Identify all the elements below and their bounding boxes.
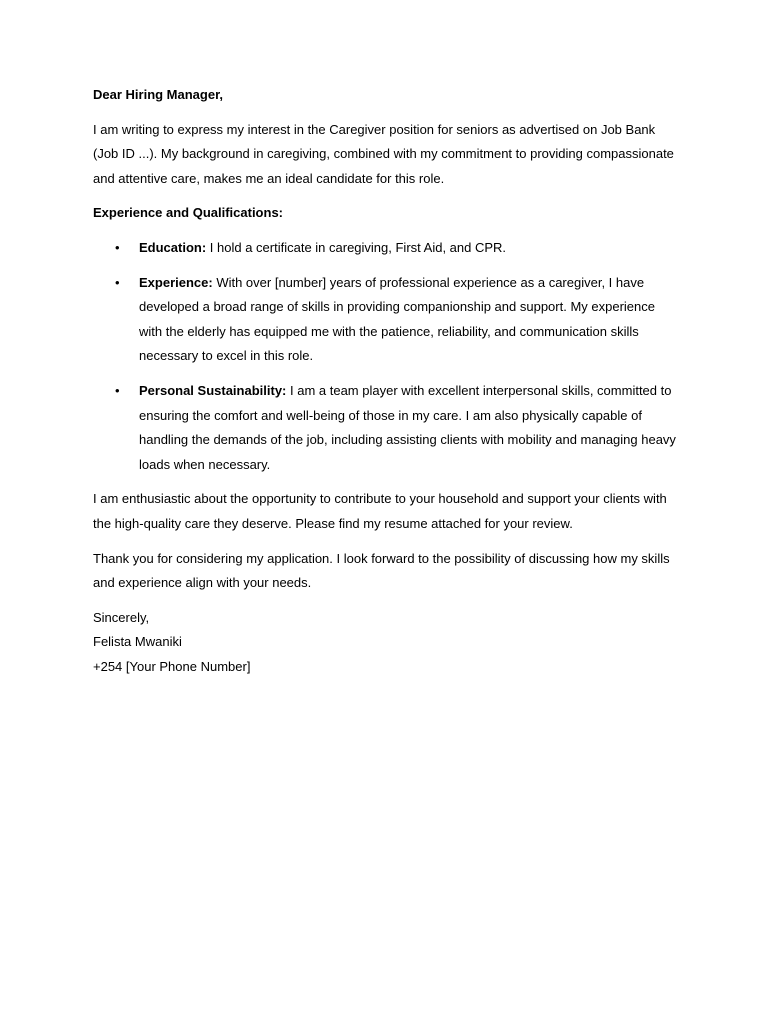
- signer-phone: +254 [Your Phone Number]: [93, 658, 251, 674]
- list-item-experience: [93, 271, 676, 369]
- list-item-education: [93, 236, 676, 261]
- list-item-personal-sustainability: [93, 379, 676, 477]
- bullet-icon: •: [115, 239, 120, 255]
- thanks-paragraph: Thank you for considering my application. I look forward to the possibility of discussing how my skills and experience align with your needs.: [93, 550, 670, 591]
- qualifications-list: [93, 236, 676, 477]
- item-label: Education:: [139, 239, 207, 255]
- item-label: Experience:: [139, 274, 213, 290]
- signature-block: [93, 606, 676, 680]
- salutation: Dear Hiring Manager,: [93, 87, 224, 102]
- signer-name: Felista Mwaniki: [93, 634, 182, 650]
- bullet-icon: •: [115, 382, 120, 398]
- item-text: I am a team player with excellent interpersonal skills, committed to ensuring the comfort and well-being of those in my care. I am also physically capable of handling the demands of the job, including assisting clients with mobility and managing heavy loads when necessary.: [139, 382, 676, 472]
- section-heading: Experience and Qualifications:: [93, 205, 283, 221]
- item-text: I hold a certificate in caregiving, First Aid, and CPR.: [206, 239, 507, 255]
- intro-paragraph: I am writing to express my interest in the Caregiver position for seniors as advertised on Job Bank (Job ID ...). My background in caregiving, combined with my commitment to providing compassionate and attentive care, makes me an ideal candidate for this role.: [93, 121, 674, 186]
- enthusiasm-paragraph: I am enthusiastic about the opportunity to contribute to your household and support your clients with the high-quality care they deserve. Please find my resume attached for your review.: [93, 491, 667, 531]
- item-label: Personal Sustainability:: [139, 382, 287, 398]
- closing: Sincerely,: [93, 609, 150, 625]
- item-text: With over [number] years of professional experience as a caregiver, I have developed a broad range of skills in providing companionship and support. My experience with the elderly has equipped me with the patience, reliability, and communication skills necessary to excel in this role.: [139, 274, 655, 364]
- bullet-icon: •: [115, 274, 120, 290]
